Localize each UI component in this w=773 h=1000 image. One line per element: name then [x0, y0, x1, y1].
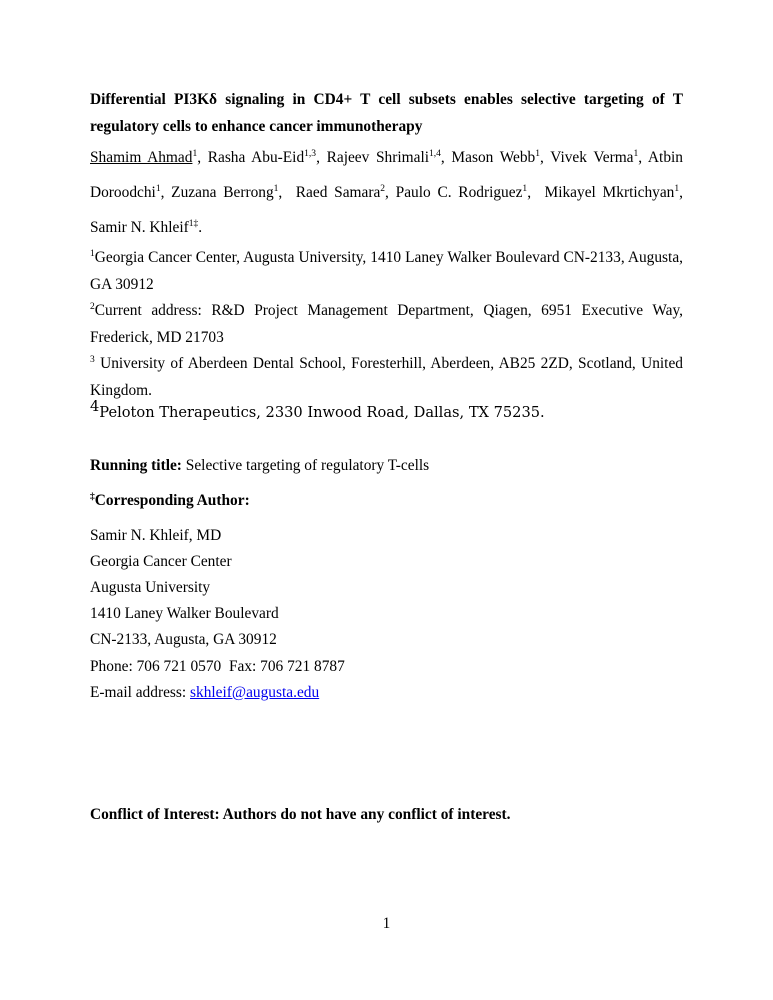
superscript: 1 — [273, 182, 279, 194]
superscript: 1 — [535, 147, 541, 159]
corresponding-author-heading — [90, 488, 683, 515]
corresponding-city: CN-2133, Augusta, GA 30912 — [90, 631, 277, 649]
text-run: , Zuzana Berrong — [160, 184, 274, 201]
text-run: Georgia Cancer Center, Augusta University, 1410 Laney Walker Boulevard CN-2133, Augusta, GA 30912 — [90, 249, 683, 293]
text-run: , Mikayel Mkrtichyan — [527, 184, 675, 201]
text-run: , Atbin Doroodchi — [90, 149, 683, 201]
superscript: 1 — [155, 182, 161, 194]
affiliation-3 — [90, 351, 683, 404]
paper-title: Differential PI3Kδ signaling in CD4+ T cell subsets enables selective targeting of T regulatory cells to enhance cancer immunotherapy — [90, 91, 683, 135]
corresponding-center: Georgia Cancer Center — [90, 552, 232, 570]
superscript: 1 — [192, 147, 198, 159]
text-run: Selective targeting of regulatory T-cells — [181, 456, 430, 474]
text-run: University of Aberdeen Dental School, Foresterhill, Aberdeen, AB25 2ZD, Scotland, United Kingdom. — [90, 355, 683, 399]
text-run: , Rajeev Shrimali — [316, 149, 429, 166]
corresponding-email-line — [90, 680, 683, 706]
text-run: , Mason Webb — [440, 149, 536, 166]
conflict-of-interest-statement: Conflict of Interest: Authors do not have any conflict of interest. — [90, 805, 511, 823]
running-title — [90, 453, 683, 480]
superscript: 4 — [90, 397, 100, 415]
text-run: Peloton Therapeutics, 2330 Inwood Road, Dallas, TX 75235. — [99, 404, 545, 421]
corresponding-university: Augusta University — [90, 578, 211, 596]
corresponding-street: 1410 Laney Walker Boulevard — [90, 605, 279, 623]
email-link[interactable]: skhleif@augusta.edu — [190, 683, 320, 701]
superscript: 3 — [90, 353, 95, 365]
corresponding-name: Samir N. Khleif, MD — [90, 526, 222, 544]
text-run: , Rasha Abu-Eid — [197, 149, 305, 166]
affiliation-1 — [90, 245, 683, 298]
affiliation-2 — [90, 298, 683, 351]
affiliation-4 — [90, 397, 683, 427]
author-shamim-ahmad: Shamim Ahmad — [90, 149, 193, 166]
text-run: , Paulo C. Rodriguez — [385, 184, 523, 201]
text-run: Current address: R&D Project Management Department, Qiagen, 6951 Executive Way, Frederick, MD 21703 — [90, 302, 683, 346]
superscript: 1 — [633, 147, 639, 159]
affiliation-list — [90, 245, 683, 427]
corresponding-phone-fax: Phone: 706 721 0570 Fax: 706 721 8787 — [90, 657, 345, 675]
text-run: , Samir N. Khleif — [90, 184, 683, 236]
text-run: Running title: — [90, 456, 182, 474]
superscript: 1‡ — [188, 217, 199, 229]
superscript: 1,3 — [304, 147, 317, 159]
superscript: 1 — [674, 182, 680, 194]
superscript: 2 — [380, 182, 386, 194]
text-run: , Raed Samara — [278, 184, 381, 201]
superscript: 1 — [90, 247, 95, 259]
text-run: Corresponding Author: — [94, 492, 250, 509]
superscript: 1,4 — [429, 147, 441, 159]
superscript: 1 — [522, 182, 528, 194]
page-number: 1 — [382, 915, 391, 932]
corresponding-author-block — [90, 523, 683, 706]
superscript: 2 — [90, 300, 95, 312]
author-list — [90, 140, 683, 245]
text-run: E-mail address: — [90, 683, 191, 701]
text-run: . — [198, 219, 203, 236]
superscript: ‡ — [90, 490, 95, 502]
text-run: , Vivek Verma — [540, 149, 634, 166]
